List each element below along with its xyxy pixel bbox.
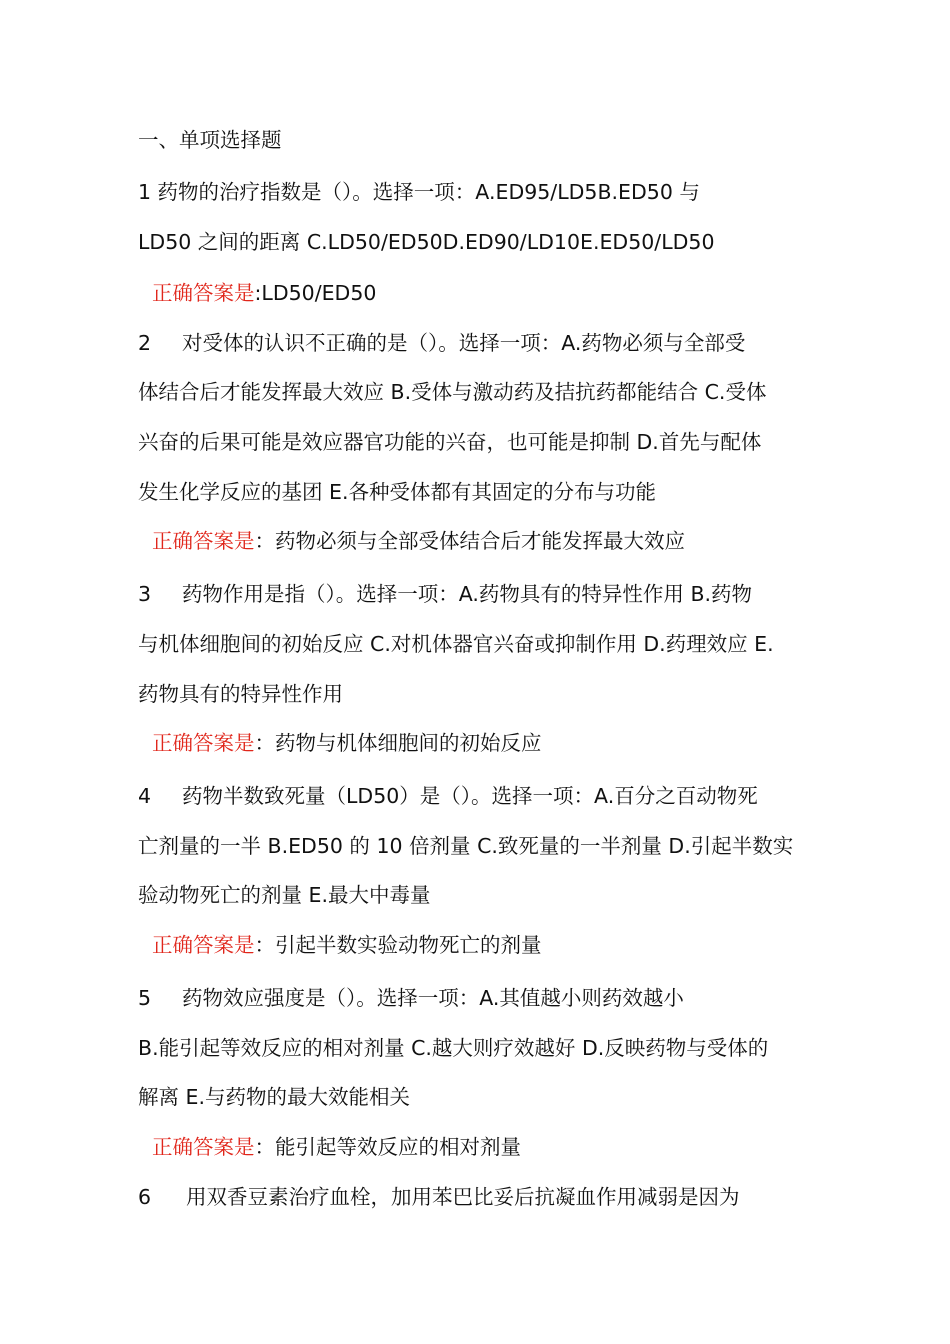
q5-line-1-text: 药物效应强度是（）。选择一项：A.其值越小则药效越小 xyxy=(182,986,684,1010)
q4-answer xyxy=(152,931,542,959)
answer-label: 正确答案是 xyxy=(152,933,255,957)
q2-answer-text: ：药物必须与全部受体结合后才能发挥最大效应 xyxy=(254,529,685,553)
q3-line-1-text: 药物作用是指（）。选择一项：A.药物具有的特异性作用 B.药物 xyxy=(182,582,753,606)
q4-line-2: 亡剂量的一半 B.ED50 的 10 倍剂量 C.致死量的一半剂量 D.引起半数实 xyxy=(138,834,794,858)
section-heading: 一、单项选择题 xyxy=(138,128,282,152)
q2-line-2: 体结合后才能发挥最大效应 B.受体与激动药及拮抗药都能结合 C.受体 xyxy=(138,380,767,404)
q2-line-3: 兴奋的后果可能是效应器官功能的兴奋，也可能是抑制 D.首先与配体 xyxy=(138,430,762,454)
q5-answer-text: ：能引起等效反应的相对剂量 xyxy=(254,1135,521,1159)
q5-line-1 xyxy=(138,984,684,1012)
q4-number: 4 xyxy=(138,784,152,808)
q2-line-1 xyxy=(138,329,745,357)
q3-line-2: 与机体细胞间的初始反应 C.对机体器官兴奋或抑制作用 D.药理效应 E. xyxy=(138,632,774,656)
q6-line-1 xyxy=(138,1183,740,1211)
q2-line-1-text: 对受体的认识不正确的是（）。选择一项：A.药物必须与全部受 xyxy=(182,331,746,355)
answer-label: 正确答案是 xyxy=(152,1135,255,1159)
answer-label: 正确答案是 xyxy=(152,731,255,755)
q1-line-2: LD50 之间的距离 C.LD50/ED50D.ED90/LD10E.ED50/LD50 xyxy=(138,230,715,254)
q4-line-1 xyxy=(138,782,758,810)
q1-answer xyxy=(152,279,376,307)
q5-line-3: 解离 E.与药物的最大效能相关 xyxy=(138,1085,410,1109)
q1-answer-text: :LD50/ED50 xyxy=(254,281,377,305)
q2-number: 2 xyxy=(138,331,152,355)
q4-line-3: 验动物死亡的剂量 E.最大中毒量 xyxy=(138,883,431,907)
q6-number: 6 xyxy=(138,1185,152,1209)
answer-label: 正确答案是 xyxy=(152,281,255,305)
q5-answer xyxy=(152,1133,521,1161)
q2-answer xyxy=(152,527,685,555)
q2-line-4: 发生化学反应的基团 E.各种受体都有其固定的分布与功能 xyxy=(138,480,656,504)
q1-line-1: 1 药物的治疗指数是（）。选择一项：A.ED95/LD5B.ED50 与 xyxy=(138,180,700,204)
q3-line-3: 药物具有的特异性作用 xyxy=(138,682,343,706)
q4-line-1-text: 药物半数致死量（LD50）是（）。选择一项：A.百分之百动物死 xyxy=(182,784,758,808)
q6-line-1-text: 用双香豆素治疗血栓，加用苯巴比妥后抗凝血作用减弱是因为 xyxy=(186,1185,740,1209)
q3-line-1 xyxy=(138,580,752,608)
q4-answer-text: ：引起半数实验动物死亡的剂量 xyxy=(254,933,542,957)
q5-line-2: B.能引起等效反应的相对剂量 C.越大则疗效越好 D.反映药物与受体的 xyxy=(138,1036,769,1060)
q3-answer xyxy=(152,729,542,757)
q5-number: 5 xyxy=(138,986,152,1010)
q3-number: 3 xyxy=(138,582,152,606)
q3-answer-text: ：药物与机体细胞间的初始反应 xyxy=(254,731,542,755)
answer-label: 正确答案是 xyxy=(152,529,255,553)
